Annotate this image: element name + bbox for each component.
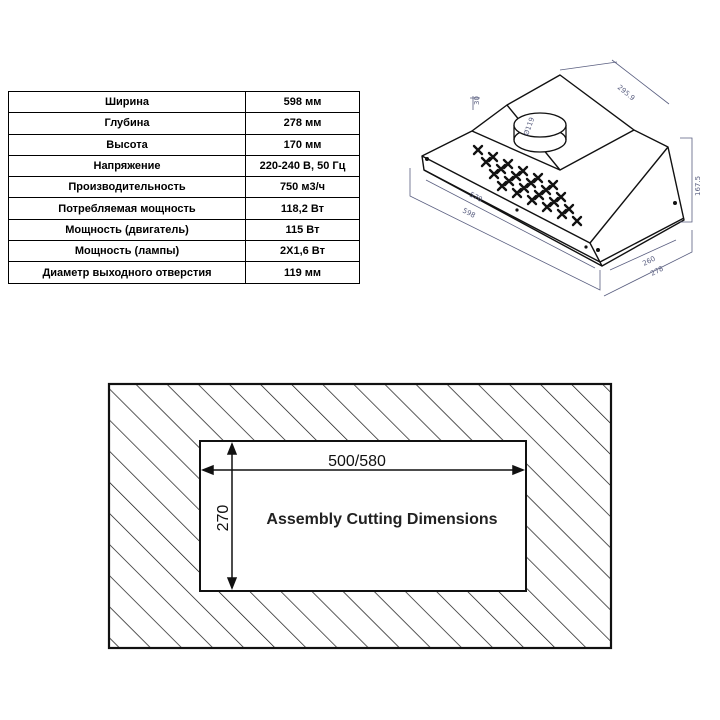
spec-row <box>9 241 360 262</box>
spec-value: 118,2 Вт <box>246 198 360 219</box>
spec-label: Производительность <box>9 177 246 198</box>
spec-label: Потребляемая мощность <box>9 198 246 219</box>
screw-icon <box>596 248 600 252</box>
cutout-width-label: 500/580 <box>328 453 386 470</box>
spec-row <box>9 262 360 283</box>
hood-drawing <box>400 55 700 315</box>
cutout-diagram <box>100 375 620 675</box>
cutout-caption: Assembly Cutting Dimensions <box>266 511 498 528</box>
spec-row <box>9 155 360 176</box>
spec-value: 278 мм <box>246 113 360 134</box>
spec-label: Мощность (двигатель) <box>9 219 246 240</box>
spec-value: 115 Вт <box>246 219 360 240</box>
spec-label: Высота <box>9 134 246 155</box>
spec-value: 598 мм <box>246 92 360 113</box>
dim-inner-depth: 260 <box>641 254 657 268</box>
spec-value: 170 мм <box>246 134 360 155</box>
dim-total-width: 598 <box>461 206 477 220</box>
spec-value: 119 мм <box>246 262 360 283</box>
hood-front-edge <box>422 147 668 243</box>
screw-icon <box>515 208 518 211</box>
spec-row <box>9 177 360 198</box>
spec-value: 750 м3/ч <box>246 177 360 198</box>
dim-total-depth: 278 <box>649 264 665 278</box>
spec-value: 220-240 В, 50 Гц <box>246 155 360 176</box>
spec-table <box>8 91 360 284</box>
spec-row <box>9 113 360 134</box>
dim-height: 167.5 <box>694 175 702 196</box>
spec-label: Мощность (лампы) <box>9 241 246 262</box>
spec-row <box>9 198 360 219</box>
spec-label: Напряжение <box>9 155 246 176</box>
dim-line-top-depth <box>560 60 669 104</box>
spec-row <box>9 134 360 155</box>
spec-row <box>9 219 360 240</box>
dim-outlet-offset: 30 <box>473 96 481 105</box>
screw-icon <box>673 201 677 205</box>
spec-value: 2Х1,6 Вт <box>246 241 360 262</box>
dim-outlet-diameter: Ø119 <box>522 116 537 137</box>
spec-row <box>9 92 360 113</box>
cutout-height-label: 270 <box>215 504 232 532</box>
screw-icon <box>425 157 429 161</box>
spec-label: Диаметр выходного отверстия <box>9 262 246 283</box>
screw-icon <box>584 245 587 248</box>
dim-inner-width: 570 <box>468 190 484 204</box>
vent-slot <box>474 146 482 154</box>
vent-slot <box>573 217 581 225</box>
outlet-cylinder <box>514 113 566 152</box>
spec-label: Глубина <box>9 113 246 134</box>
spec-label: Ширина <box>9 92 246 113</box>
dim-line-inner-width <box>426 180 595 268</box>
dim-top-depth: 295.9 <box>615 83 637 103</box>
